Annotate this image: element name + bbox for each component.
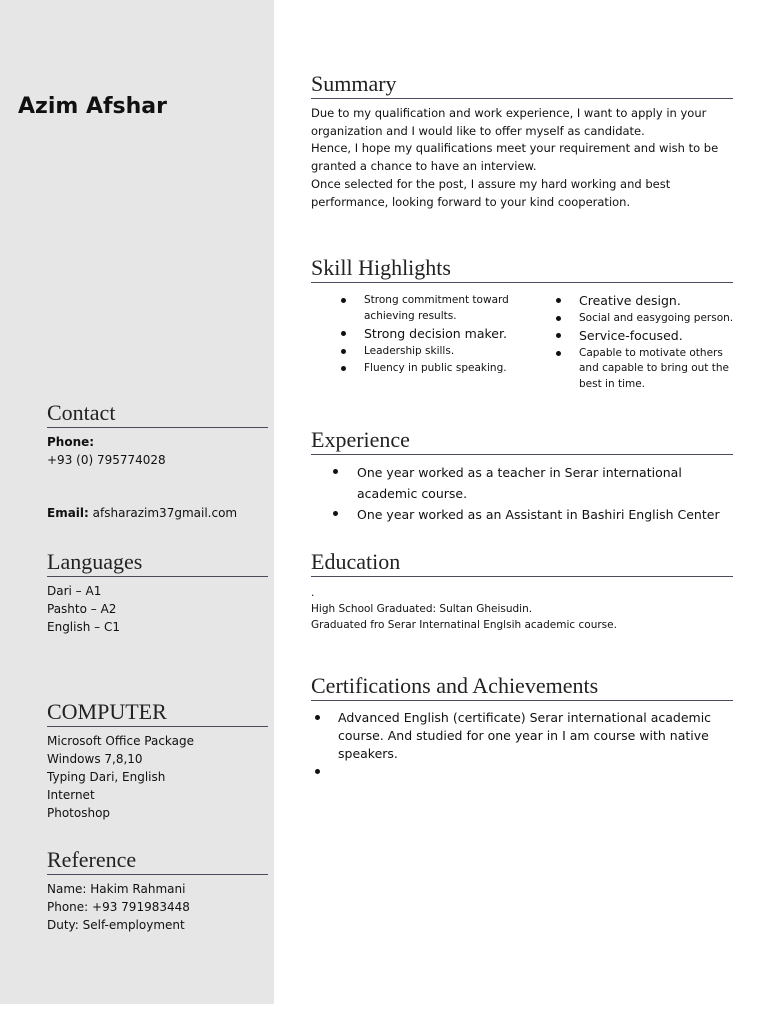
email-line [47,504,268,522]
contact-section [47,400,268,522]
computer-heading: COMPUTER [47,699,268,727]
summary-line: Hence, I hope my qualifications meet your requirement and wish to be [311,141,719,156]
email-value: afsharazim37gmail.com [92,506,238,520]
skill-item: Leadership skills. [364,344,554,360]
certifications-heading: Certifications and Achievements [311,673,733,701]
reference-section [47,847,268,934]
summary-line: Due to my qualification and work experience, I want to apply in your [311,106,707,120]
computer-item: Microsoft Office Package [47,734,195,748]
education-line: Graduated fro Serar Internatinal Englsih academic course. [311,619,617,631]
skill-item: Capable to motivate others and capable to bring out the best in time. [579,346,739,393]
language-item: Dari – A1 [47,584,102,598]
summary-section [311,71,733,211]
languages-section [47,549,268,636]
skill-item: Creative design. [579,293,739,309]
skills-list-left [364,293,554,379]
reference-phone: Phone: +93 791983448 [47,900,190,914]
email-label: Email: [47,506,89,520]
skills-heading: Skill Highlights [311,255,733,283]
experience-list [311,462,733,525]
experience-item: One year worked as an Assistant in Bashiri English Center [357,504,733,525]
education-heading: Education [311,549,733,577]
candidate-name: Azim Afshar [18,94,168,119]
summary-line: granted a chance to have an interview. [311,159,537,174]
skill-item: Service-focused. [579,328,739,344]
computer-item: Photoshop [47,806,111,820]
phone-label: Phone: [47,435,95,449]
summary-heading: Summary [311,71,733,99]
reference-heading: Reference [47,847,268,875]
computer-item: Typing Dari, English [47,770,166,784]
language-item: English – C1 [47,620,120,634]
experience-item: One year worked as a teacher in Serar international academic course. [357,462,733,504]
skills-section [311,255,733,407]
certifications-section [311,673,733,781]
skill-item: Strong decision maker. [364,326,554,342]
certification-item: Advanced English (certificate) Serar international academic course. And studied for one year in I am course with native speakers. [338,709,733,763]
experience-section [311,427,733,525]
education-line: High School Graduated: Sultan Gheisudin. [311,603,533,615]
reference-duty: Duty: Self-employment [47,918,185,932]
contact-heading: Contact [47,400,268,428]
reference-name: Name: Hakim Rahmani [47,882,186,896]
certification-empty-item [338,763,733,781]
summary-line: Once selected for the post, I assure my hard working and best [311,176,671,191]
experience-heading: Experience [311,427,733,455]
summary-line: organization and I would like to offer myself as candidate. [311,123,645,138]
computer-section [47,699,268,822]
education-section [311,549,733,633]
skill-item: Social and easygoing person. [579,311,739,327]
computer-item: Windows 7,8,10 [47,752,143,766]
skill-item: Fluency in public speaking. [364,361,554,377]
education-dot: . [311,587,315,599]
skills-list-right [579,293,739,394]
language-item: Pashto – A2 [47,602,117,616]
phone-value: +93 (0) 795774028 [47,453,166,467]
summary-line: performance, looking forward to your kind cooperation. [311,194,631,209]
skill-item: Strong commitment toward achieving results. [364,293,554,324]
certifications-list [311,709,733,781]
computer-item: Internet [47,788,95,802]
languages-heading: Languages [47,549,268,577]
